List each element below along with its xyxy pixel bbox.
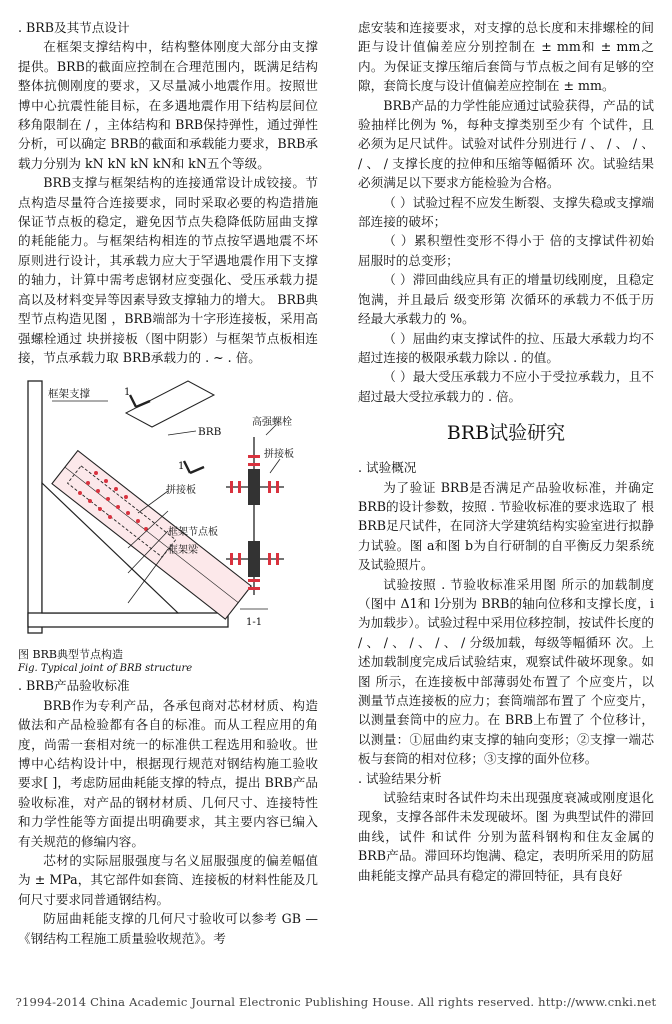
paragraph: 试验结束时各试件均未出现强度衰减或刚度退化现象，支撑各部件未发现破坏。图 为典型试件的滞回曲线，试件 和试件 分别为蓝科钢构和住友金属的 BRB产品。滞回环均饱满、稳定，表明所采用的防屈曲耗能支撑产品具有稳定的滞回特征，具有良好 bbox=[358, 790, 654, 883]
copyright-footer: ?1994-2014 China Academic Journal Electronic Publishing House. All rights reserved. http://www.cnki.net bbox=[15, 995, 657, 1009]
requirement-item: （ ）试验过程不应发生断裂、支撑失稳或支撑端部连接的破坏； bbox=[358, 194, 654, 230]
section-title-experiment: BRB试验研究 bbox=[446, 422, 566, 445]
label-splice-plate-2: 拼接板 bbox=[264, 449, 294, 461]
figure-brb-joint bbox=[18, 373, 318, 643]
left-column bbox=[18, 18, 318, 948]
column-shape bbox=[28, 381, 42, 633]
label-section: 1-1 bbox=[246, 617, 263, 629]
paragraph: 在框架支撑结构中，结构整体刚度大部分由支撑提供。BRB的截面应控制在合理范围内，既满足结构整体抗侧刚度的要求，又尽量减小地震作用。按照世博中心抗震性能目标，在多遇地震作用下结构层间位移角限制在 / ，主体结构和 BRB保持弹性，通过弹性分析，可以确定 BRB的截面和承载能力要求，BRB承载力分别为 kN kN kN kN和 kN五个等级。 bbox=[18, 39, 318, 171]
label-beam: 框架梁 bbox=[168, 545, 198, 557]
label-brb: BRB bbox=[198, 426, 222, 439]
section-mark-1: 1 bbox=[178, 461, 185, 473]
right-column bbox=[358, 18, 654, 885]
section-heading-results: . 试验结果分析 bbox=[358, 770, 442, 786]
beam-shape bbox=[28, 613, 228, 627]
paragraph: 试验按照 . 节验收标准采用图 所示的加载制度（图中 Δ1和 l分别为 BRB的轴向位移和支撑长度，i为加载步）。试验过程中采用位移控制，按试件长度的 / 、 / 、 / 、 / 、 / 分级加载，每级等幅循环 次。上述加载制度完成后试验结束，观察试件破坏现象。如图 所示，在连接板中部薄弱处布置了 个应变片，以测量节点连接板的应力；套筒端部布置了 个应变片，以测量套筒中的应力。在 BRB上布置了 个位移计，以测量：①屈曲约束支撑的轴向变形；②支撑一端芯板与套筒的相对位移；③支撑的面外位移。 bbox=[358, 576, 654, 767]
figure-caption-en: Fig. Typical joint of BRB structure bbox=[18, 663, 193, 675]
paragraph: BRB产品的力学性能应通过试验获得，产品的试验抽样比例为 %，每种支撑类别至少有 个试件，且必须为足尺试件。试验对试件分别进行 / 、 / 、 / 、 / 、 / 支撑长度的拉伸和压缩等幅循环 次。试验结果必须满足以下要求方能检验为合格。 bbox=[358, 97, 654, 191]
paragraph: 为了验证 BRB是否满足产品验收标准，并确定 BRB的设计参数，按照 . 节验收标准的要求选取了 根 BRB足尺试件，在同济大学建筑结构实验室进行拟静力试验。图 a和图 b为自行研制的自平衡反力架系统及试验照片。 bbox=[358, 479, 654, 573]
section-heading-acceptance: . BRB产品验收标准 bbox=[18, 678, 130, 694]
requirement-item: （ ）累积塑性变形不得小于 倍的支撑试件初始屈服时的总变形； bbox=[358, 233, 654, 268]
paragraph: 芯材的实际屈服强度与名义屈服强度的偏差幅值为 ± MPa，其它部件如套筒、连接板的材料性能及几何尺寸要求同普通钢结构。 bbox=[18, 852, 318, 907]
figure-caption-cn: 图 BRB典型节点构造 bbox=[18, 648, 123, 662]
requirement-item: （ ）屈曲约束支撑试件的拉、压最大承载力均不超过连接的极限承载力除以 . 的值。 bbox=[358, 330, 654, 365]
section-mark-1: 1 bbox=[124, 387, 131, 399]
brb-joint-drawing bbox=[18, 373, 318, 643]
label-brace: 框架支撑 bbox=[48, 388, 90, 401]
label-splice-plate: 拼接板 bbox=[166, 485, 196, 497]
requirement-item: （ ）滞回曲线应具有正的增量切线刚度，且稳定饱满，并且最后 级变形第 次循环的承载力不低于历经最大承载力的 %。 bbox=[358, 272, 654, 327]
label-gusset: 框架节点板 bbox=[168, 527, 218, 539]
paragraph: BRB作为专利产品，各承包商对芯材材质、构造做法和产品检验都有各自的标准。而从工程应用的角度，尚需一套相对统一的标准供工程选用和验收。世博中心结构设计中，根据现行规范对钢结构施工验收要求[ ]，考虑防屈曲耗能支撑的特点，提出 BRB产品验收标准，对产品的钢材材质、几何尺寸、连接特性和力学性能等方面提出明确要求，其主要内容已编入有关规范的修编内容。 bbox=[18, 697, 318, 849]
section-heading-brb: . BRB及其节点设计 bbox=[18, 20, 130, 35]
label-bolt: 高强螺栓 bbox=[252, 417, 292, 429]
paragraph: BRB支撑与框架结构的连接通常设计成铰接。节点构造尽量符合连接要求，同时采取必要的构造措施保证节点板的稳定，避免因节点失稳降低防屈曲支撑的耗能能力。与框架结构相连的节点按罕遇地震不坏原则进行设计，其承载力应大于罕遇地震作用下支撑的轴力，计算中需考虑钢材应变强化、受压承载力提高以及材料变异等因素导致支撑轴力的增大。 BRB典型节点构造见图 ，BRB端部为十字形连接板，采用高强螺栓通过 块拼接板（图中阴影）与框架节点板相连接，节点承载力取 BRB承载力的 . ~ . 倍。 bbox=[18, 175, 318, 365]
paragraph: 虑安装和连接要求，对支撑的总长度和末排螺栓的间距与设计值偏差应分别控制在 ± mm和 ± mm之内。为保证支撑压缩后套筒与节点板之间有足够的空隙，套筒长度与设计值偏差应控制在 ± mm。 bbox=[358, 20, 654, 94]
section-heading-overview: . 试验概况 bbox=[358, 460, 417, 476]
paragraph: 防屈曲耗能支撑的几何尺寸验收可以参考 GB — 《钢结构工程施工质量验收规范》。考 bbox=[18, 911, 318, 946]
requirement-item: （ ）最大受压承载力不应小于受拉承载力，且不超过最大受拉承载力的 . 倍。 bbox=[358, 369, 654, 404]
